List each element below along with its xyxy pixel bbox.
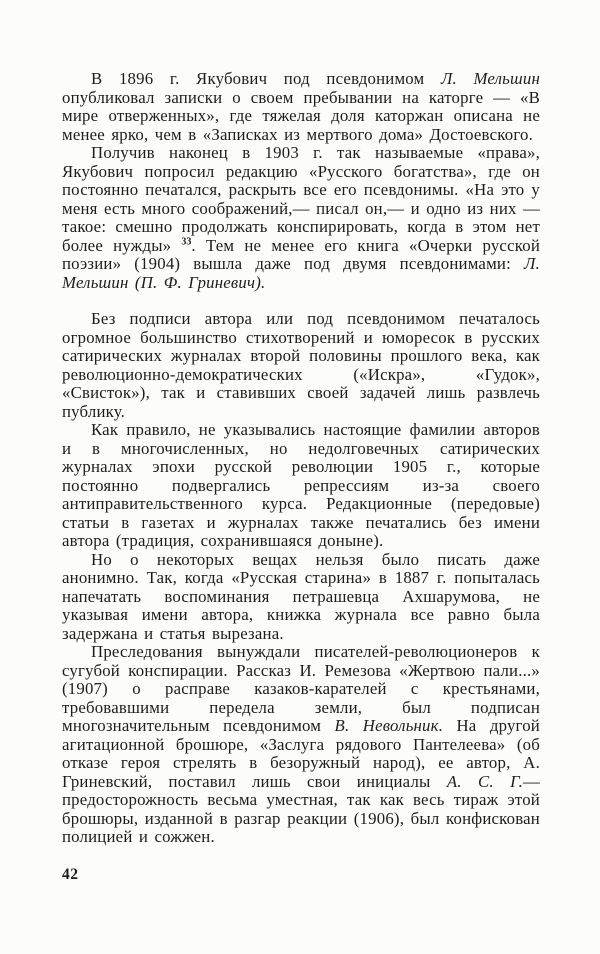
text-run: На другой агитационной брошюре, «Заслуга рядового Пантелеева» (об отказе героя стрелять в безоружный народ), ее автор, А. Гриневский, поставил лишь свои инициалы <box>62 716 540 791</box>
paragraph <box>62 310 540 421</box>
paragraph <box>62 421 540 551</box>
italic-text-run: А. С. Г. <box>446 771 524 791</box>
paragraph <box>62 643 540 847</box>
paragraph <box>62 70 540 144</box>
text-run: . Тем не менее его книга «Очерки русской поэзии» (1904) вышла даже под двумя псевдонимами: <box>62 235 540 273</box>
page-text <box>62 70 540 847</box>
paragraph <box>62 144 540 292</box>
italic-text-run: В. Невольник. <box>334 716 444 735</box>
text-run: — предосторожность весьма уместная, так как весь тираж этой брошюры, изданной в разгар реакции (1906), был конфискован полицией и сожжен. <box>62 771 541 846</box>
page-number: 42 <box>62 866 79 883</box>
italic-text-run: Л. Мельшин <box>440 69 540 88</box>
footnote-reference: 33 <box>181 235 192 247</box>
text-run: В 1896 г. Якубович под псевдонимом <box>91 69 441 88</box>
text-run: Без подписи автора или под псевдонимом печаталось огромное большинство стихотворений и юморесок в русских сатирических журналах второй половины прошлого века, как революционно-демократических («Искра», «Гудок», «Свисток»), так и ставивших своей задачей лишь развлечь публику. <box>62 309 540 421</box>
italic-text-run: Л. Мельшин (П. Ф. Гриневич). <box>62 254 540 292</box>
text-run: опубликовал записки о своем пребывании на каторге — «В мире отверженных», где тяжелая доля каторжан описана не менее ярко, чем в «Записках из мертвого дома» Достоевского. <box>62 87 540 144</box>
text-run: Как правило, не указывались настоящие фамилии авторов и в многочисленных, но недолговечных сатирических журналах эпохи русской революции 1905 г., которые постоянно подвергались репрессиям из-за своего антиправительственного курса. Редакционные (передовые) статьи в газетах и журналах также печатались без имени автора (традиция, сохранившаяся доныне). <box>62 420 540 550</box>
text-run: Получив наконец в 1903 г. так называемые «права», Якубович попросил редакцию «Русского богатства», где он постоянно печатался, раскрыть все его псевдонимы. «На это у меня есть много соображений,— писал он,— и одно из них — такое: смешно продолжать конспирировать, когда в этом нет более нужды» <box>62 143 540 255</box>
text-run: Но о некоторых вещах нельзя было писать даже анонимно. Так, когда «Русская старина» в 1887 г. попыталась напечатать воспоминания петрашевца Ахшарумова, не указывая имени автора, книжка журнала все равно была задержана и статья вырезана. <box>62 549 540 643</box>
text-run: Преследования вынуждали писателей-революционеров к сугубой конспирации. Рассказ И. Ремезова «Жертвою пали...» (1907) о расправе казаков-карателей с крестьянами, требовавшими передела земли, был подписан многозначительным псевдонимом <box>62 642 540 735</box>
paragraph <box>62 551 540 644</box>
